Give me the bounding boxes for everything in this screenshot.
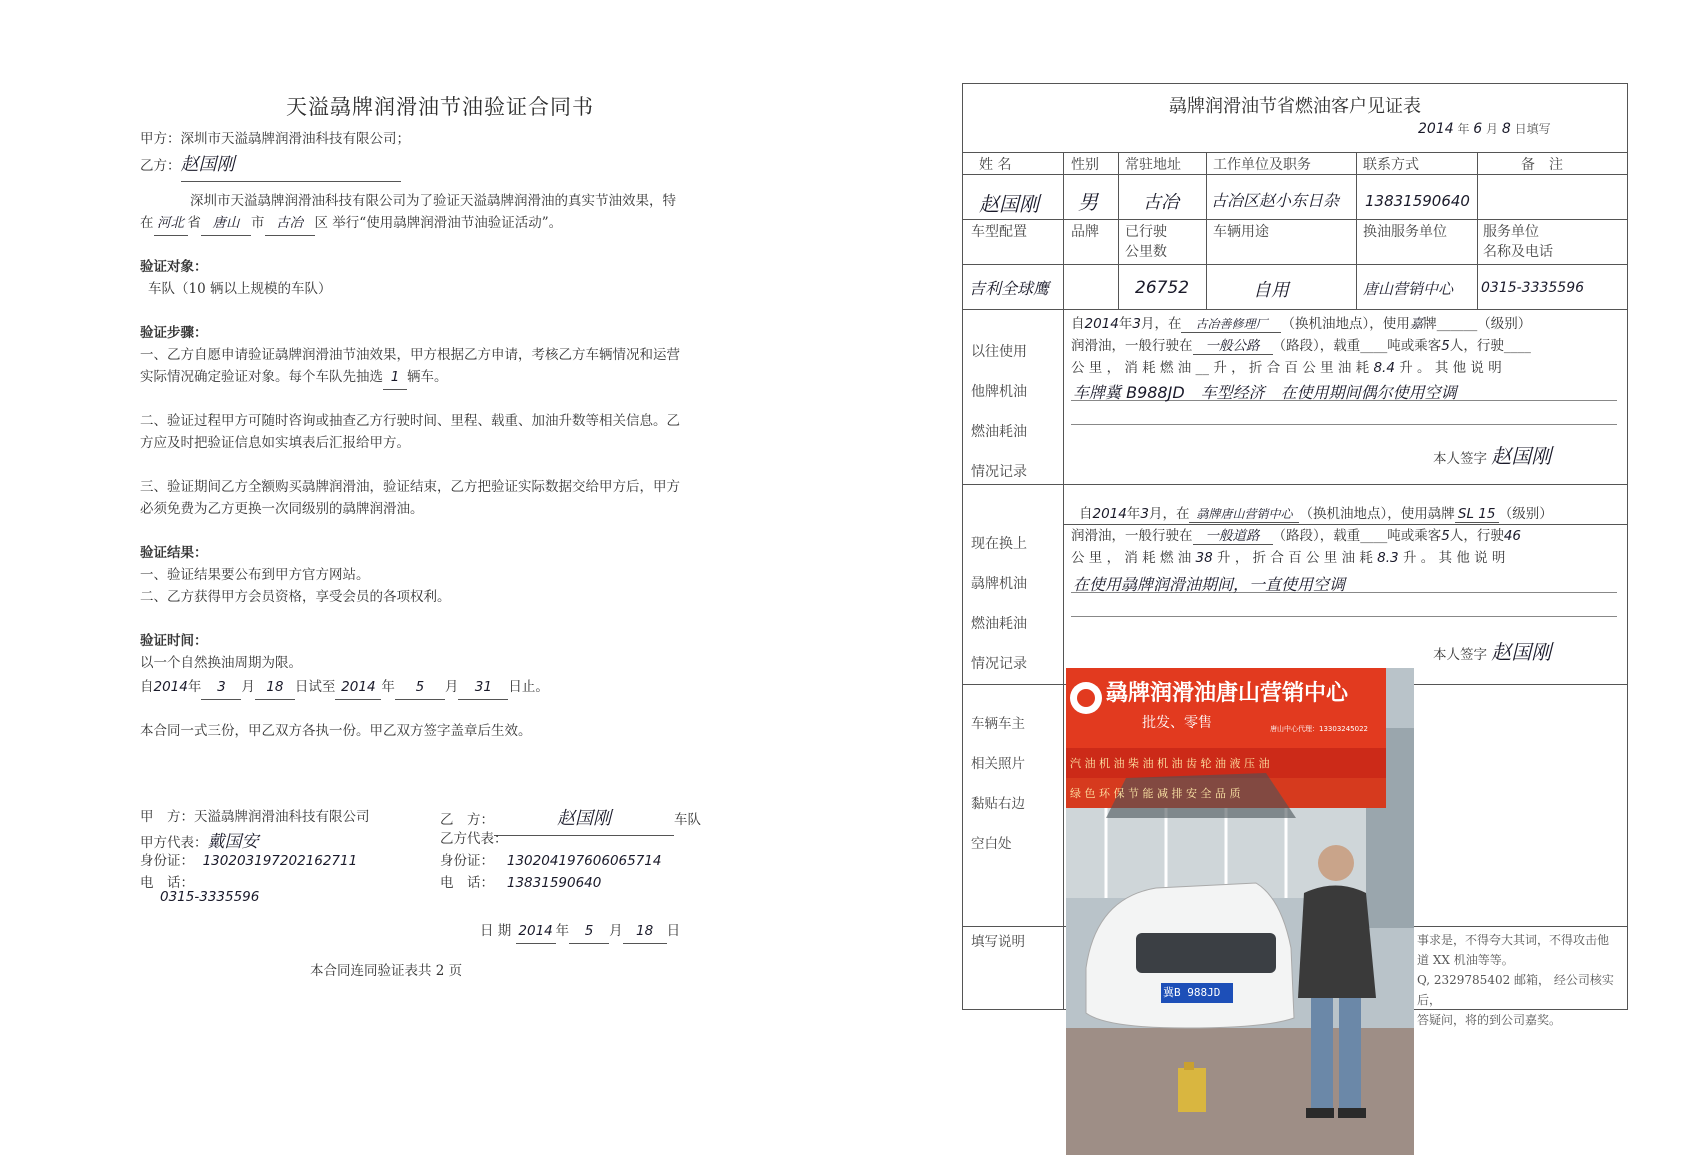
result-title: 验证结果： <box>140 545 208 561</box>
step1-pre: 实际情况确定验证对象。每个车队先抽选 <box>140 369 383 385</box>
fill-month: 6 <box>1473 121 1483 137</box>
store-sign-phone: 唐山中心代理：13303245022 <box>1270 725 1368 733</box>
fill-note-1: 事求是，不得夸大其词，不得攻击他 <box>1417 933 1610 947</box>
date-day: 18 <box>623 920 667 944</box>
h-contact: 联系方式 <box>1363 157 1419 173</box>
cur-l2-a: 润滑油，一般行驶在 <box>1071 528 1193 544</box>
cur-l1-c: 月，在 <box>1148 506 1190 522</box>
sign-a-rep-value: 戴国安 <box>207 832 259 852</box>
cur-pass: 5 <box>1441 528 1450 544</box>
prev-l1-b: 年 <box>1118 316 1133 332</box>
cur-grade: SL 15 <box>1455 506 1499 523</box>
intro-line-2 <box>140 212 562 236</box>
v-work: 古冶区赵小东日杂 <box>1211 191 1340 210</box>
sign-b-tel-value: 13831590640 <box>506 875 602 891</box>
prev-road: 一般公路 <box>1193 334 1273 355</box>
prev-note: 车牌冀 B988JD 车型经济 在使用期间偶尔使用空调 <box>1073 383 1457 402</box>
sign-b-label: 乙 方： <box>440 812 494 828</box>
prev-brand: 嘉 <box>1409 316 1424 332</box>
object-title: 验证对象： <box>140 259 208 275</box>
prev-sign-name: 赵国刚 <box>1491 444 1552 468</box>
prev-note-rule-2 <box>1071 424 1617 425</box>
cur-cons: 8.3 <box>1377 550 1399 566</box>
cur-label-4: 情况记录 <box>971 656 1027 672</box>
date-label: 日 期 <box>480 923 512 939</box>
steps-title: 验证步骤： <box>140 325 208 341</box>
prev-l1-d: （换机油地点），使用 <box>1281 316 1410 332</box>
month-char: 月 <box>241 679 255 695</box>
prev-label <box>971 332 1061 492</box>
sign-a-id-label: 身份证： <box>140 853 194 869</box>
col-5 <box>1477 152 1478 309</box>
h-brand: 品牌 <box>1071 224 1099 240</box>
date-year-char: 年 <box>555 923 570 939</box>
result-2: 二、乙方获得甲方会员资格，享受会员的各项权利。 <box>140 589 451 605</box>
start-month: 3 <box>201 676 241 700</box>
intro-line-1: 深圳市天溢骉牌润滑油科技有限公司为了验证天溢骉牌润滑油的真实节油效果，特 <box>190 193 676 209</box>
h-mileage-2: 公里数 <box>1125 244 1167 260</box>
cur-label-2: 骉牌机油 <box>971 576 1027 592</box>
h-service: 换油服务单位 <box>1363 224 1447 240</box>
cur-note: 在使用骉牌润滑油期间，一直使用空调 <box>1073 575 1346 594</box>
photo-label-3: 黏贴右边 <box>971 796 1025 812</box>
copies-text: 本合同一式三份，甲乙双方各执一份。甲乙双方签字盖章后生效。 <box>140 723 532 739</box>
period-pre: 自 <box>140 679 154 695</box>
col-1 <box>1063 152 1064 309</box>
cur-label-1: 现在换上 <box>971 536 1027 552</box>
sign-a-id-value: 130203197202162711 <box>202 853 358 869</box>
cur-l3-b: 升 ， 折 合 百 公 里 油 耗 <box>1217 550 1373 566</box>
v-unit: 0315-3335596 <box>1481 280 1585 296</box>
day-to: 日试至 <box>294 679 336 695</box>
prev-l1-c: 月，在 <box>1140 316 1182 332</box>
party-a-value: 深圳市天溢骉牌润滑油科技有限公司； <box>180 131 410 147</box>
year-char: 年 <box>187 679 202 695</box>
end-year: 2014 <box>335 676 381 700</box>
h-use: 车辆用途 <box>1213 224 1269 240</box>
period-line <box>140 676 549 700</box>
cur-month: 3 <box>1140 506 1149 522</box>
prev-month: 3 <box>1132 316 1141 332</box>
prev-line-1 <box>1071 312 1531 333</box>
col-3 <box>1206 152 1207 309</box>
date-month: 5 <box>569 920 609 944</box>
party-b-label: 乙方： <box>140 158 181 174</box>
photo-label <box>971 704 1061 864</box>
fill-day: 8 <box>1501 121 1511 137</box>
owner-photo <box>1066 668 1414 1155</box>
prev-l3-b: 升 。 其 他 说 明 <box>1399 360 1502 376</box>
sign-b-id-value: 130204197606065714 <box>506 853 662 869</box>
cur-line-2 <box>1071 524 1521 545</box>
cur-l1-e: （级别） <box>1498 506 1553 522</box>
step1-b <box>140 366 448 390</box>
intro-city-suffix: 市 <box>251 215 265 231</box>
h-address: 常驻地址 <box>1125 157 1181 173</box>
h-gender: 性别 <box>1071 157 1099 173</box>
photo-label-4: 空白处 <box>971 836 1012 852</box>
start-day: 18 <box>255 676 295 700</box>
fill-label: 填写说明 <box>971 934 1025 950</box>
result-1: 一、验证结果要公布到甲方官方网站。 <box>140 567 370 583</box>
license-plate-text: 冀B 988JD <box>1163 986 1221 999</box>
date-day-char: 日 <box>666 923 681 939</box>
intro-city: 唐山 <box>201 212 251 236</box>
h-unit-1: 服务单位 <box>1483 224 1539 240</box>
step1-a: 一、乙方自愿申请验证骉牌润滑油节油效果，甲方根据乙方申请，考核乙方车辆情况和运营 <box>140 347 680 363</box>
step3-b: 必须免费为乙方更换一次同级别的骉牌润滑油。 <box>140 501 424 517</box>
step2-b: 方应及时把验证信息如实填表后汇报给甲方。 <box>140 435 410 451</box>
prev-l2-c: 人，行驶____ <box>1449 338 1531 354</box>
prev-l1-e: 牌______（级别） <box>1423 316 1532 332</box>
intro-pre: 在 <box>140 215 154 231</box>
col-4 <box>1356 152 1357 309</box>
prev-pass: 5 <box>1441 338 1450 354</box>
sign-b-id <box>440 850 661 873</box>
fill-note-4: 答疑问，将的到公司嘉奖。 <box>1417 1013 1562 1027</box>
step2-a: 二、验证过程甲方可随时咨询或抽查乙方行驶时间、里程、载重、加油升数等相关信息。乙 <box>140 413 680 429</box>
step3-a: 三、验证期间乙方全额购买骉牌润滑油，验证结束，乙方把验证实际数据交给甲方后，甲方 <box>140 479 680 495</box>
cur-l3-c: 升 。 其 他 说 明 <box>1402 550 1506 566</box>
cur-l1-a: 自 <box>1079 506 1093 522</box>
prev-line-3 <box>1071 356 1502 376</box>
fill-suffix: 日填写 <box>1514 122 1551 136</box>
sign-a-rep-label: 甲方代表： <box>140 835 208 851</box>
fill-date: 2014 年 6 月 8 日填写 <box>1418 121 1551 137</box>
sign-b-rep: 乙方代表： <box>440 831 508 847</box>
fill-note-2: 道 XX 机油等等。 <box>1417 953 1514 967</box>
v-service: 唐山营销中心 <box>1363 280 1454 298</box>
prev-label-4: 情况记录 <box>971 464 1027 480</box>
sign-b-suffix: 车队 <box>674 812 701 828</box>
prev-label-3: 燃油耗油 <box>971 424 1027 440</box>
intro-district: 古冶 <box>265 212 315 236</box>
time-text: 以一个自然换油周期为限。 <box>140 655 302 671</box>
sign-a-tel-value: 0315-3335596 <box>160 889 260 905</box>
sign-b-tel-label: 电 话： <box>440 875 494 891</box>
date-year: 2014 <box>516 920 556 944</box>
col-2 <box>1118 152 1119 309</box>
h-car: 车型配置 <box>971 224 1027 240</box>
cur-place: 骉牌唐山营销中心 <box>1189 505 1299 523</box>
h-name: 姓 名 <box>979 157 1012 173</box>
party-b-value: 赵国刚 <box>181 150 401 182</box>
cur-sign-label: 本人签字 <box>1433 647 1487 663</box>
prev-place: 古冶善修理厂 <box>1181 315 1281 333</box>
sign-a-id <box>140 850 357 873</box>
party-a-label: 甲方： <box>140 131 181 147</box>
cur-label <box>971 524 1061 684</box>
sign-b-id-label: 身份证： <box>440 853 494 869</box>
cur-sign-name: 赵国刚 <box>1491 640 1552 664</box>
start-year: 2014 <box>153 679 188 695</box>
cur-l1-b: 年 <box>1126 506 1141 522</box>
time-title: 验证时间： <box>140 633 208 649</box>
prev-l3-a: 公 里 ， 消 耗 燃 油 __ 升 ， 折 合 百 公 里 油 耗 <box>1071 360 1370 376</box>
month-char-2: 月 <box>444 679 459 695</box>
object-text: 车队（10 辆以上规模的车队） <box>148 281 332 297</box>
owner-photo-drawing <box>1066 668 1414 1155</box>
party-b-line <box>140 150 401 182</box>
prev-sign-label: 本人签字 <box>1433 451 1487 467</box>
store-sign-text: 骉牌润滑油唐山营销中心 <box>1106 681 1349 706</box>
contract-footer: 本合同连同验证表共 2 页 <box>310 963 463 979</box>
cur-l2-c: 人，行驶 <box>1449 528 1504 544</box>
end-day: 31 <box>458 676 508 700</box>
store-sign-subtext: 批发、零售 <box>1142 715 1212 731</box>
prev-sign <box>1433 440 1551 469</box>
year-char-2: 年 <box>381 679 395 695</box>
intro-province-suffix: 省 <box>187 215 201 231</box>
photo-label-1: 车辆车主 <box>971 716 1025 732</box>
cur-l1-d: （换机油地点），使用骉牌 <box>1299 506 1455 522</box>
cur-line-3 <box>1071 546 1505 566</box>
intro-province: 河北 <box>154 212 188 236</box>
v-name: 赵国刚 <box>979 192 1039 216</box>
cur-note-rule-2 <box>1071 616 1617 617</box>
prev-cons: 8.4 <box>1373 360 1395 376</box>
cur-year: 2014 <box>1092 506 1127 522</box>
contract-title: 天溢骉牌润滑油节油验证合同书 <box>286 95 594 119</box>
prev-label-1: 以往使用 <box>971 344 1027 360</box>
window-banner-1: 汽 油 机 油 柴 油 机 油 齿 轮 油 液 压 油 <box>1070 757 1270 770</box>
party-a-line <box>140 128 410 151</box>
day-end: 日止。 <box>508 679 549 695</box>
cur-sign <box>1433 636 1551 665</box>
cur-dist: 46 <box>1503 528 1522 544</box>
prev-l2-a: 润滑油，一般行驶在 <box>1071 338 1193 354</box>
photo-label-2: 相关照片 <box>971 756 1025 772</box>
prev-year: 2014 <box>1084 316 1119 332</box>
fill-note-3: Q, 2329785402 邮箱， 经公司核实后， <box>1417 973 1614 1007</box>
step1-count: 1 <box>383 366 407 390</box>
date-month-char: 月 <box>609 923 623 939</box>
window-banner-2: 绿 色 环 保 节 能 减 排 安 全 品 质 <box>1070 787 1241 800</box>
step1-post: 辆车。 <box>407 369 448 385</box>
cur-l3-a: 公 里 ， 消 耗 燃 油 <box>1071 550 1192 566</box>
col-1b <box>1063 309 1064 1009</box>
h-work: 工作单位及职务 <box>1213 157 1311 173</box>
v-address: 古冶 <box>1143 192 1179 213</box>
v-mileage: 26752 <box>1135 278 1190 298</box>
prev-line-2 <box>1071 334 1531 355</box>
sign-a-tel-label: 电 话： <box>140 875 194 891</box>
oil-bottle <box>1178 1068 1206 1112</box>
cur-road: 一般道路 <box>1193 524 1273 545</box>
cur-line-1 <box>1079 502 1553 523</box>
v-use: 自用 <box>1253 280 1289 301</box>
v-car: 吉利全球鹰 <box>969 279 1050 298</box>
fill-notes <box>1417 930 1625 1030</box>
prev-l1-a: 自 <box>1071 316 1085 332</box>
form-title: 骉牌润滑油节省燃油客户见证表 <box>1169 96 1421 117</box>
intro-district-suffix: 区 举行“使用骉牌润滑油节油验证活动”。 <box>314 215 563 231</box>
sign-b-name: 赵国刚 <box>494 804 674 836</box>
v-contact: 13831590640 <box>1365 192 1470 210</box>
cur-l2-b: （路段），载重____吨或乘客 <box>1272 528 1442 544</box>
v-gender: 男 <box>1078 190 1098 214</box>
date-line <box>480 920 680 944</box>
sign-b-tel <box>440 872 601 895</box>
person-jacket <box>1298 886 1376 999</box>
cur-fuel: 38 <box>1195 550 1213 566</box>
sign-a-label: 甲 方：天溢骉牌润滑油科技有限公司 <box>140 809 370 825</box>
prev-l2-b: （路段），载重____吨或乘客 <box>1272 338 1442 354</box>
cur-label-3: 燃油耗油 <box>971 616 1027 632</box>
prev-label-2: 他牌机油 <box>971 384 1027 400</box>
h-remark: 备 注 <box>1521 157 1563 173</box>
h-mileage-1: 已行驶 <box>1125 224 1167 240</box>
h-unit-2: 名称及电话 <box>1483 244 1553 260</box>
end-month: 5 <box>395 676 445 700</box>
fill-year: 2014 <box>1418 121 1454 137</box>
person-head <box>1318 845 1354 881</box>
